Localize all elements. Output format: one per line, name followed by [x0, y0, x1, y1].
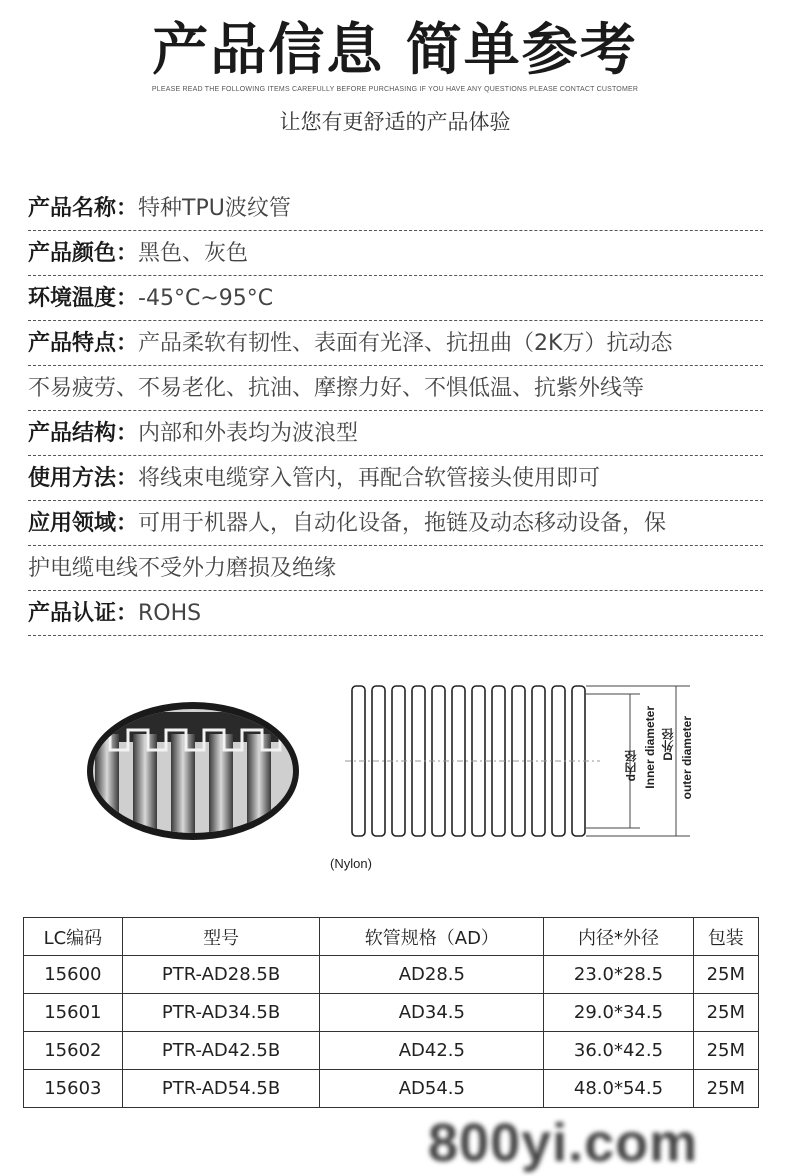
table-cell: PTR-AD34.5B	[122, 994, 320, 1032]
table-cell: PTR-AD54.5B	[122, 1070, 320, 1108]
english-notice: PLEASE READ THE FOLLOWING ITEMS CAREFULLY BEFORE PURCHASING IF YOU HAVE ANY QUESTIONS PLEASE CONTACT CUSTOMER	[151, 86, 639, 93]
spec-row-certification	[28, 591, 763, 636]
spec-row-name	[28, 186, 763, 231]
tube-diagrams	[0, 672, 790, 882]
spec-key: 产品认证：	[28, 601, 139, 626]
spec-value: 不易疲劳、不易老化、抗油、摩擦力好、不惧低温、抗紫外线等	[28, 376, 645, 401]
table-cell: 25M	[693, 956, 758, 994]
table-cell: AD34.5	[320, 994, 544, 1032]
table-cell: 15601	[24, 994, 123, 1032]
table-cell: AD42.5	[320, 1032, 544, 1070]
table-cell: AD28.5	[320, 956, 544, 994]
spec-table	[23, 917, 759, 1108]
spec-value: 护电缆电线不受外力磨损及绝缘	[28, 556, 337, 581]
spec-value: 可用于机器人，自动化设备，拖链及动态移动设备，保	[138, 511, 667, 536]
nylon-label: (Nylon)	[330, 856, 372, 871]
spec-value: 产品柔软有韧性、表面有光泽、抗扭曲（2K万）抗动态	[138, 331, 673, 356]
spec-key: 产品特点：	[28, 331, 139, 356]
spec-value: ROHS	[138, 601, 202, 626]
spec-key: 产品结构：	[28, 421, 139, 446]
spec-value: 内部和外表均为波浪型	[138, 421, 359, 446]
table-cell: PTR-AD28.5B	[122, 956, 320, 994]
spec-row-application-cont	[28, 546, 763, 591]
column-header: 包装	[693, 918, 758, 956]
table-row	[24, 956, 759, 994]
spec-value: -45°C~95°C	[138, 286, 274, 311]
column-header: 型号	[122, 918, 320, 956]
table-cell: 15602	[24, 1032, 123, 1070]
inner-diameter-cn-label: d内径	[624, 750, 638, 782]
spec-key: 产品颜色：	[28, 241, 139, 266]
column-header: 软管规格（AD）	[320, 918, 544, 956]
outer-diameter-cn-label: D外径	[661, 728, 675, 761]
table-cell: 25M	[693, 994, 758, 1032]
table-row	[24, 1032, 759, 1070]
inner-diameter-en-label: Inner diameter	[643, 706, 657, 789]
spec-key: 环境温度：	[28, 286, 139, 311]
spec-row-structure	[28, 411, 763, 456]
spec-value: 黑色、灰色	[138, 241, 249, 266]
table-header-row	[24, 918, 759, 956]
table-row	[24, 1070, 759, 1108]
cross-section-illustration	[80, 702, 310, 844]
table-cell: 23.0*28.5	[544, 956, 693, 994]
spec-row-color	[28, 231, 763, 276]
spec-list	[28, 186, 763, 636]
page-title: 产品信息 简单参考	[152, 18, 638, 83]
spec-value: 将线束电缆穿入管内，再配合软管接头使用即可	[138, 466, 601, 491]
spec-key: 使用方法：	[28, 466, 139, 491]
table-cell: 25M	[693, 1032, 758, 1070]
spec-key: 应用领域：	[28, 511, 139, 536]
spec-row-features-cont	[28, 366, 763, 411]
spec-row-temperature	[28, 276, 763, 321]
spec-key: 产品名称：	[28, 196, 139, 221]
page-subtitle: 让您有更舒适的产品体验	[279, 110, 511, 134]
spec-row-features	[28, 321, 763, 366]
table-cell: PTR-AD42.5B	[122, 1032, 320, 1070]
table-cell: 15603	[24, 1070, 123, 1108]
table-cell: 29.0*34.5	[544, 994, 693, 1032]
column-header: LC编码	[24, 918, 123, 956]
spec-row-application	[28, 501, 763, 546]
table-cell: 25M	[693, 1070, 758, 1108]
table-cell: 36.0*42.5	[544, 1032, 693, 1070]
table-row	[24, 994, 759, 1032]
spec-value: 特种TPU波纹管	[138, 196, 291, 221]
spec-row-usage	[28, 456, 763, 501]
column-header: 内径*外径	[544, 918, 693, 956]
table-cell: 48.0*54.5	[544, 1070, 693, 1108]
table-cell: AD54.5	[320, 1070, 544, 1108]
tube-diagram-svg	[0, 672, 790, 882]
watermark: 800yi.com	[428, 1113, 699, 1173]
table-cell: 15600	[24, 956, 123, 994]
outer-diameter-en-label: outer diameter	[680, 716, 694, 800]
